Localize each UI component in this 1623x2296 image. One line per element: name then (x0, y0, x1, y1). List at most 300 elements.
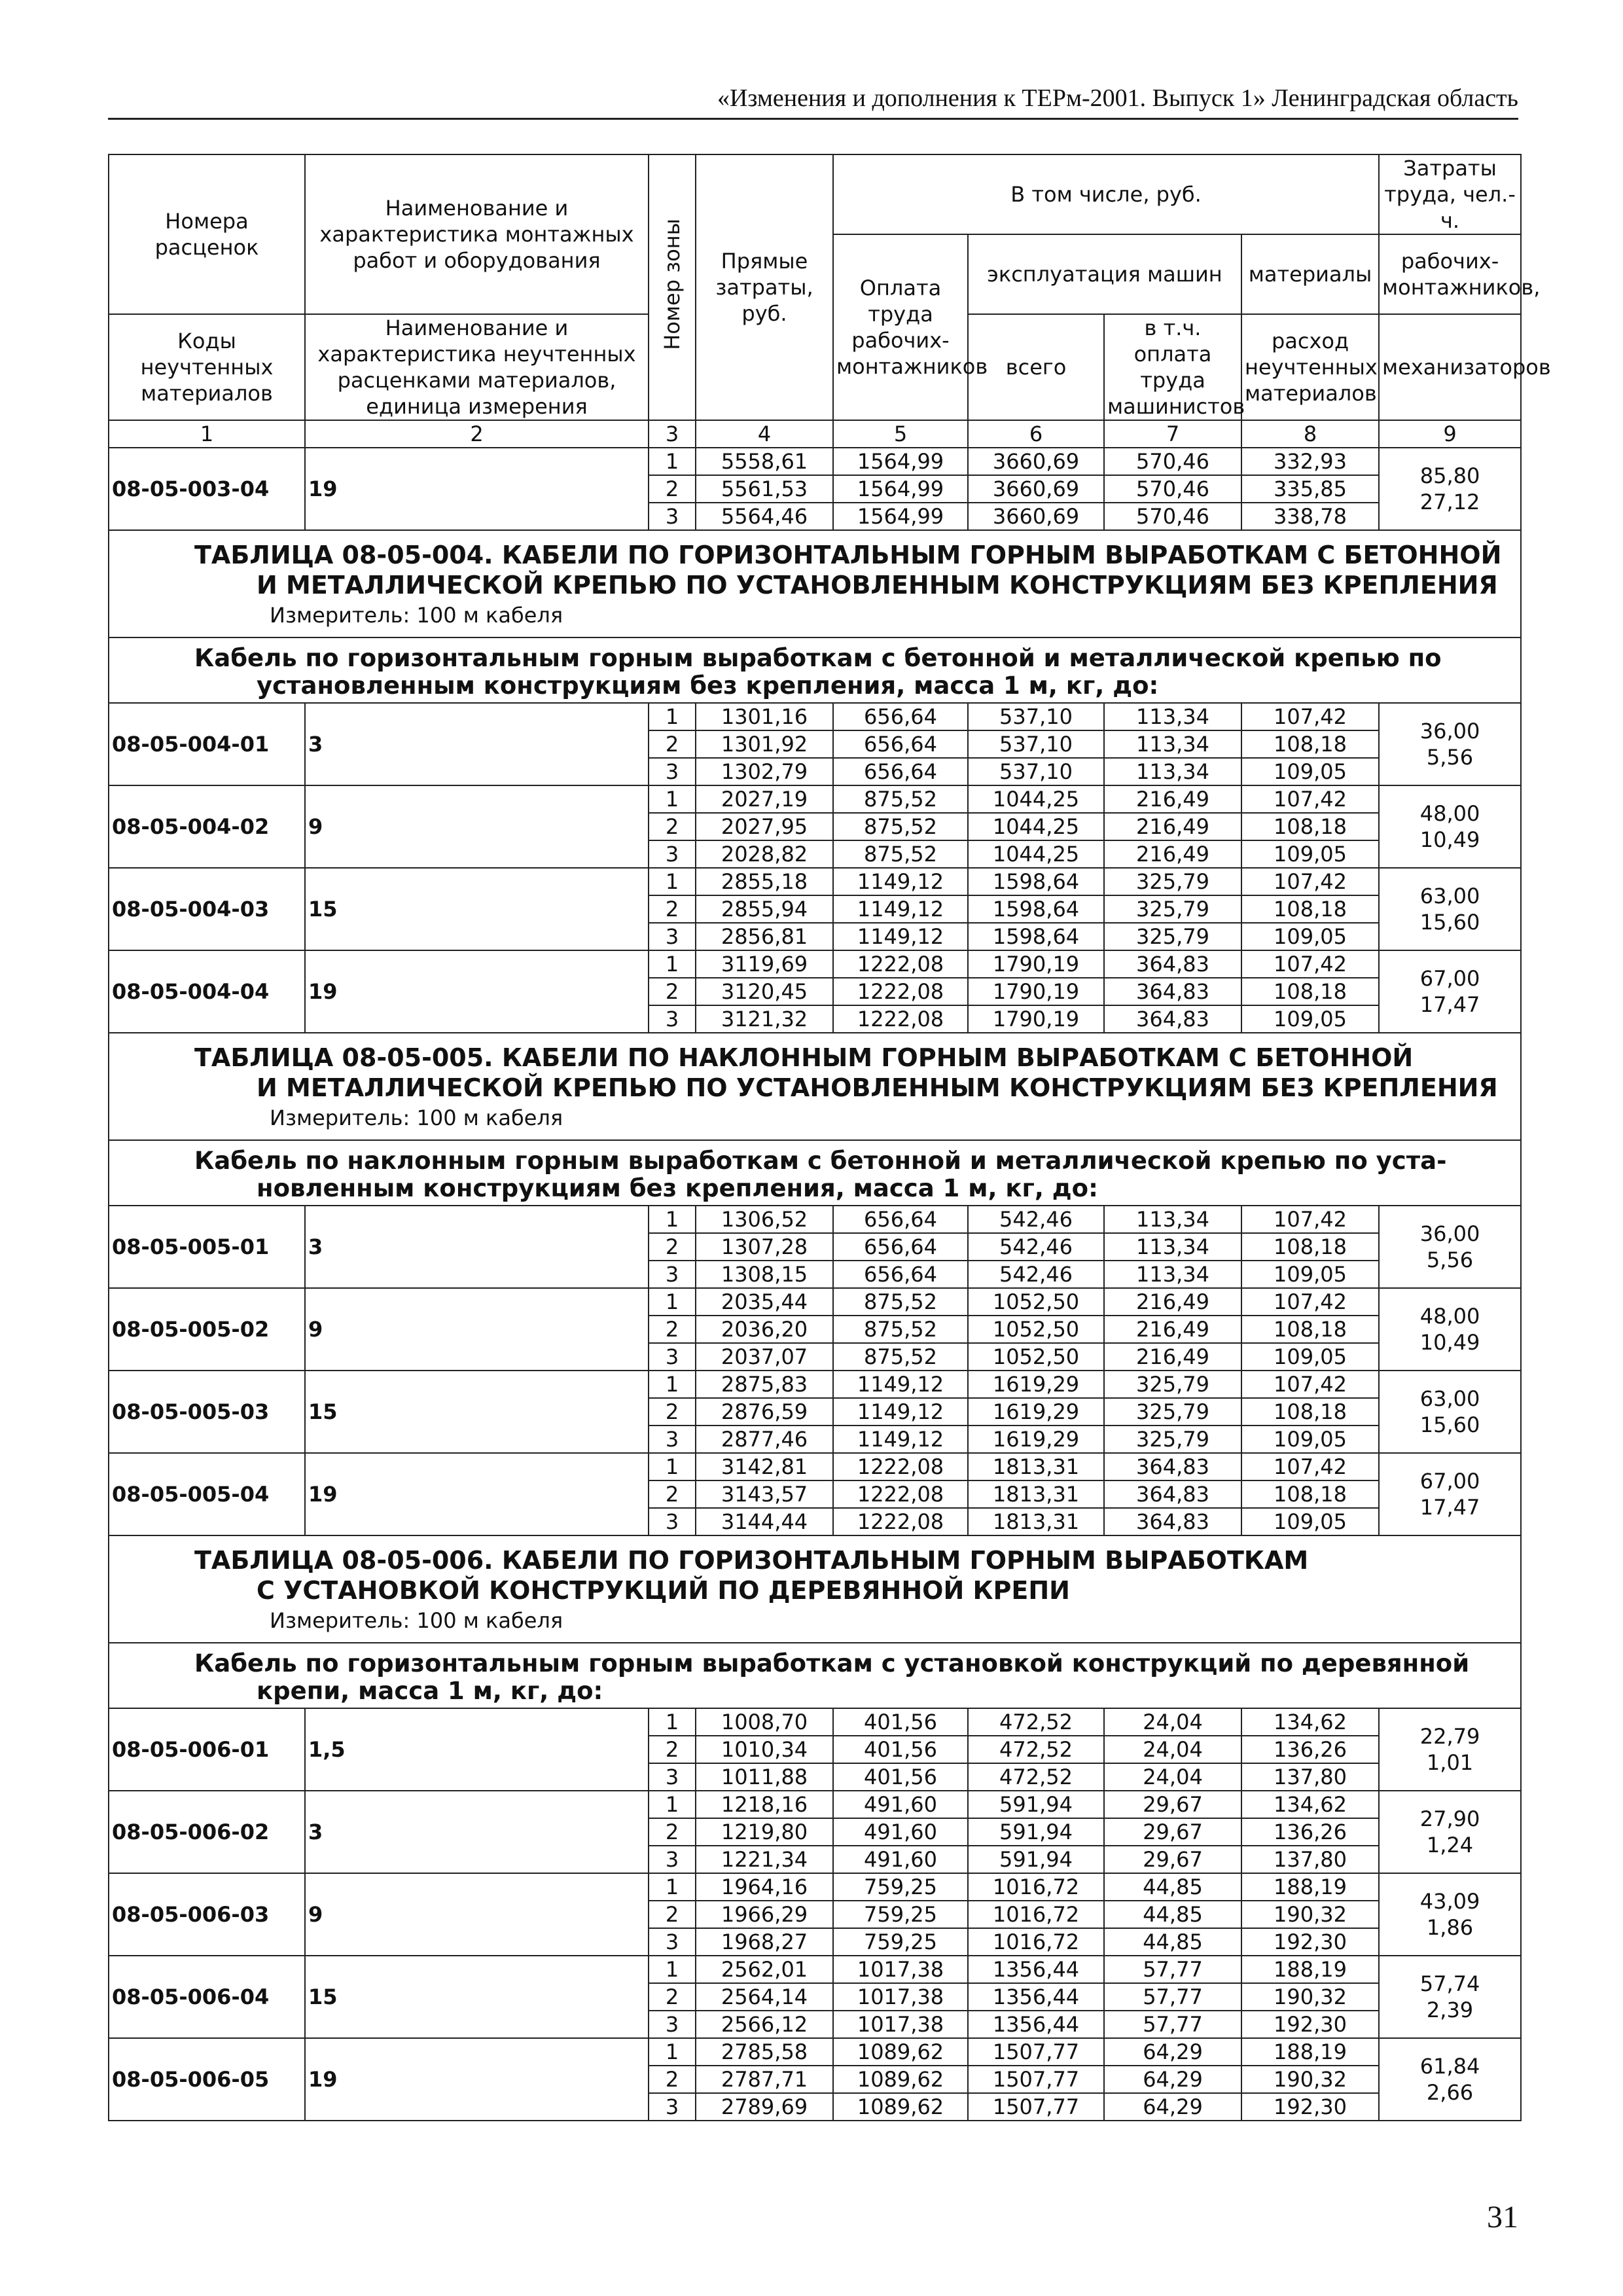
material-usage: 109,05 (1241, 1508, 1379, 1535)
wages: 1222,08 (833, 950, 968, 978)
wages: 656,64 (833, 703, 968, 730)
direct-costs: 2027,19 (696, 785, 833, 813)
zone-number: 1 (649, 950, 696, 978)
labor-costs (1379, 785, 1521, 868)
zone-number: 2 (649, 1983, 696, 2011)
direct-costs: 1968,27 (696, 1928, 833, 1956)
material-usage: 107,42 (1241, 1453, 1379, 1480)
table-row (109, 448, 1521, 475)
col-material-usage: расход неучтенных материалов (1241, 314, 1379, 420)
labor-machinists-value: 15,60 (1419, 1412, 1480, 1437)
rate-code: 08-05-004-01 (109, 703, 305, 785)
machinist-wages: 24,04 (1104, 1708, 1241, 1736)
material-usage: 107,42 (1241, 1371, 1379, 1398)
zone-number: 1 (649, 448, 696, 475)
machines-total: 1790,19 (968, 978, 1104, 1005)
col-machines-total: всего (968, 314, 1104, 420)
machinist-wages: 364,83 (1104, 1508, 1241, 1535)
wages: 1149,12 (833, 868, 968, 895)
machines-total: 537,10 (968, 703, 1104, 730)
machinist-wages: 325,79 (1104, 895, 1241, 923)
table-row (109, 1206, 1521, 1233)
labor-machinists-value: 10,49 (1419, 1330, 1480, 1355)
labor-workers-value: 61,84 (1419, 2054, 1480, 2079)
material-usage: 109,05 (1241, 1261, 1379, 1288)
rate-spec: 15 (305, 1956, 649, 2038)
rate-spec: 1,5 (305, 1708, 649, 1791)
material-usage: 190,32 (1241, 1901, 1379, 1928)
column-number: 4 (696, 420, 833, 448)
zone-number: 3 (649, 840, 696, 868)
machinist-wages: 113,34 (1104, 1206, 1241, 1233)
machinist-wages: 364,83 (1104, 978, 1241, 1005)
machines-total: 1507,77 (968, 2066, 1104, 2093)
direct-costs: 1306,52 (696, 1206, 833, 1233)
zone-number: 3 (649, 1005, 696, 1033)
machinist-wages: 113,34 (1104, 703, 1241, 730)
rate-code: 08-05-005-03 (109, 1371, 305, 1453)
wages: 1017,38 (833, 1956, 968, 1983)
direct-costs: 1966,29 (696, 1901, 833, 1928)
labor-machinists-value: 1,01 (1426, 1750, 1474, 1775)
machines-total: 1507,77 (968, 2038, 1104, 2066)
col-direct-costs: Прямые затраты, руб. (696, 154, 833, 420)
labor-workers-value: 67,00 (1419, 1469, 1480, 1494)
rates-table (108, 154, 1551, 2121)
wages: 759,25 (833, 1873, 968, 1901)
col-rate-numbers: Номера расценок (109, 154, 305, 314)
material-usage: 192,30 (1241, 1928, 1379, 1956)
machinist-wages: 570,46 (1104, 475, 1241, 503)
section-measure: Измеритель: 100 м кабеля (270, 603, 563, 628)
machines-total: 1356,44 (968, 2011, 1104, 2038)
zone-number: 3 (649, 2093, 696, 2121)
wages: 1222,08 (833, 1005, 968, 1033)
direct-costs: 2789,69 (696, 2093, 833, 2121)
material-usage: 107,42 (1241, 868, 1379, 895)
direct-costs: 2564,14 (696, 1983, 833, 2011)
direct-costs: 1301,92 (696, 730, 833, 758)
machinist-wages: 24,04 (1104, 1763, 1241, 1791)
table-row (109, 1791, 1521, 1818)
direct-costs: 2856,81 (696, 923, 833, 950)
section-subtitle-line1: Кабель по наклонным горным выработкам с бетонной и металлической крепью по уста- (194, 1147, 1447, 1175)
machines-total: 1016,72 (968, 1873, 1104, 1901)
col-wages: Оплата труда рабочих-монтажников (833, 234, 968, 420)
machinist-wages: 570,46 (1104, 448, 1241, 475)
column-numbers-row (109, 420, 1521, 448)
direct-costs: 2855,94 (696, 895, 833, 923)
zone-number: 3 (649, 1508, 696, 1535)
section-title-row (109, 1535, 1521, 1643)
zone-number: 2 (649, 1398, 696, 1426)
direct-costs: 2876,59 (696, 1398, 833, 1426)
material-usage: 107,42 (1241, 1206, 1379, 1233)
machines-total: 3660,69 (968, 503, 1104, 530)
labor-machinists-value: 5,56 (1426, 745, 1474, 770)
column-number: 3 (649, 420, 696, 448)
section-subtitle-line1: Кабель по горизонтальным горным выработкам с бетонной и металлической крепью по (194, 644, 1442, 672)
direct-costs: 1307,28 (696, 1233, 833, 1261)
section-title (109, 1033, 1521, 1140)
zone-number: 2 (649, 2066, 696, 2093)
table-row (109, 868, 1521, 895)
rate-code: 08-05-003-04 (109, 448, 305, 530)
material-usage: 192,30 (1241, 2093, 1379, 2121)
rate-code: 08-05-004-04 (109, 950, 305, 1033)
labor-costs (1379, 2038, 1521, 2121)
labor-machinists-value: 27,12 (1419, 490, 1480, 514)
direct-costs: 5561,53 (696, 475, 833, 503)
table-row (109, 1956, 1521, 1983)
machines-total: 1356,44 (968, 1956, 1104, 1983)
direct-costs: 1964,16 (696, 1873, 833, 1901)
labor-workers-value: 48,00 (1419, 1304, 1480, 1329)
col-labor-machinists: механизаторов (1379, 314, 1521, 420)
zone-number: 3 (649, 1928, 696, 1956)
rate-spec: 9 (305, 1873, 649, 1956)
section-title-line1: ТАБЛИЦА 08-05-005. КАБЕЛИ ПО НАКЛОННЫМ ГОРНЫМ ВЫРАБОТКАМ С БЕТОННОЙ (194, 1043, 1414, 1072)
machines-total: 1813,31 (968, 1480, 1104, 1508)
direct-costs: 1218,16 (696, 1791, 833, 1818)
labor-costs (1379, 1873, 1521, 1956)
zone-number: 2 (649, 1316, 696, 1343)
table-row (109, 703, 1521, 730)
wages: 656,64 (833, 758, 968, 785)
section-title-line2: И МЕТАЛЛИЧЕСКОЙ КРЕПЬЮ ПО УСТАНОВЛЕННЫМ КОНСТРУКЦИЯМ БЕЗ КРЕПЛЕНИЯ (257, 571, 1498, 600)
material-usage: 108,18 (1241, 1233, 1379, 1261)
direct-costs: 3142,81 (696, 1453, 833, 1480)
zone-number: 3 (649, 1763, 696, 1791)
machines-total: 591,94 (968, 1846, 1104, 1873)
zone-number: 1 (649, 868, 696, 895)
machinist-wages: 64,29 (1104, 2038, 1241, 2066)
rate-spec: 9 (305, 1288, 649, 1371)
wages: 1089,62 (833, 2093, 968, 2121)
machines-total: 3660,69 (968, 448, 1104, 475)
column-number: 5 (833, 420, 968, 448)
machinist-wages: 64,29 (1104, 2093, 1241, 2121)
zone-number-label: Номер зоны (660, 219, 685, 350)
wages: 875,52 (833, 785, 968, 813)
machinist-wages: 570,46 (1104, 503, 1241, 530)
machines-total: 537,10 (968, 758, 1104, 785)
direct-costs: 1010,34 (696, 1736, 833, 1763)
zone-number: 1 (649, 1791, 696, 1818)
zone-number: 3 (649, 1426, 696, 1453)
col-zone-number (649, 154, 696, 420)
material-usage: 188,19 (1241, 1873, 1379, 1901)
machinist-wages: 325,79 (1104, 868, 1241, 895)
section-title-line1: ТАБЛИЦА 08-05-004. КАБЕЛИ ПО ГОРИЗОНТАЛЬНЫМ ГОРНЫМ ВЫРАБОТКАМ С БЕТОННОЙ (194, 541, 1502, 569)
machinist-wages: 325,79 (1104, 1371, 1241, 1398)
labor-workers-value: 63,00 (1419, 1386, 1480, 1411)
machinist-wages: 57,77 (1104, 1956, 1241, 1983)
machines-total: 1507,77 (968, 2093, 1104, 2121)
rate-code: 08-05-005-01 (109, 1206, 305, 1288)
wages: 1564,99 (833, 503, 968, 530)
material-usage: 136,26 (1241, 1818, 1379, 1846)
running-header: «Изменения и дополнения к ТЕРм-2001. Выпуск 1» Ленинградская область (108, 84, 1518, 120)
machines-total: 472,52 (968, 1736, 1104, 1763)
labor-costs (1379, 1956, 1521, 2038)
wages: 656,64 (833, 730, 968, 758)
machinist-wages: 216,49 (1104, 813, 1241, 840)
material-usage: 108,18 (1241, 978, 1379, 1005)
column-number: 6 (968, 420, 1104, 448)
machinist-wages: 216,49 (1104, 785, 1241, 813)
table-row (109, 1371, 1521, 1398)
wages: 1149,12 (833, 1426, 968, 1453)
rates-table-body (109, 448, 1521, 2121)
machinist-wages: 44,85 (1104, 1873, 1241, 1901)
material-usage: 332,93 (1241, 448, 1379, 475)
table-row (109, 1288, 1521, 1316)
section-title (109, 530, 1521, 637)
machines-total: 1598,64 (968, 895, 1104, 923)
table-row (109, 1873, 1521, 1901)
rate-spec: 15 (305, 868, 649, 950)
machinist-wages: 29,67 (1104, 1818, 1241, 1846)
page-number: 31 (1487, 2200, 1518, 2234)
labor-machinists-value: 17,47 (1419, 992, 1480, 1017)
direct-costs: 3120,45 (696, 978, 833, 1005)
direct-costs: 3119,69 (696, 950, 833, 978)
zone-number: 2 (649, 1233, 696, 1261)
material-usage: 109,05 (1241, 1005, 1379, 1033)
table-row (109, 785, 1521, 813)
material-usage: 109,05 (1241, 923, 1379, 950)
rate-spec: 3 (305, 1791, 649, 1873)
labor-machinists-value: 15,60 (1419, 910, 1480, 935)
machinist-wages: 364,83 (1104, 1453, 1241, 1480)
wages: 401,56 (833, 1763, 968, 1791)
material-usage: 134,62 (1241, 1791, 1379, 1818)
machinist-wages: 216,49 (1104, 1343, 1241, 1371)
direct-costs: 1301,16 (696, 703, 833, 730)
rate-spec: 19 (305, 448, 649, 530)
machines-total: 1016,72 (968, 1928, 1104, 1956)
rate-code: 08-05-006-01 (109, 1708, 305, 1791)
table-row (109, 2038, 1521, 2066)
section-subtitle-line2: новленным конструкциям без крепления, масса 1 м, кг, до: (257, 1174, 1098, 1202)
labor-costs (1379, 950, 1521, 1033)
direct-costs: 3144,44 (696, 1508, 833, 1535)
col-material-codes: Коды неучтенных материалов (109, 314, 305, 420)
rate-code: 08-05-004-03 (109, 868, 305, 950)
rate-code: 08-05-006-04 (109, 1956, 305, 2038)
zone-number: 2 (649, 978, 696, 1005)
zone-number: 3 (649, 2011, 696, 2038)
material-usage: 137,80 (1241, 1846, 1379, 1873)
machinist-wages: 364,83 (1104, 1005, 1241, 1033)
direct-costs: 2035,44 (696, 1288, 833, 1316)
direct-costs: 1221,34 (696, 1846, 833, 1873)
material-usage: 335,85 (1241, 475, 1379, 503)
machines-total: 1598,64 (968, 868, 1104, 895)
zone-number: 2 (649, 895, 696, 923)
direct-costs: 2877,46 (696, 1426, 833, 1453)
direct-costs: 2875,83 (696, 1371, 833, 1398)
direct-costs: 5558,61 (696, 448, 833, 475)
material-usage: 134,62 (1241, 1708, 1379, 1736)
col-work-name: Наименование и характеристика монтажных работ и оборудования (305, 154, 649, 314)
labor-machinists-value: 10,49 (1419, 827, 1480, 852)
rate-code: 08-05-005-02 (109, 1288, 305, 1371)
zone-number: 2 (649, 1901, 696, 1928)
table-row (109, 1453, 1521, 1480)
wages: 1017,38 (833, 1983, 968, 2011)
wages: 759,25 (833, 1928, 968, 1956)
zone-number: 1 (649, 703, 696, 730)
rate-spec: 3 (305, 703, 649, 785)
rate-code: 08-05-006-03 (109, 1873, 305, 1956)
material-usage: 109,05 (1241, 1426, 1379, 1453)
machines-total: 1790,19 (968, 1005, 1104, 1033)
section-title-line2: И МЕТАЛЛИЧЕСКОЙ КРЕПЬЮ ПО УСТАНОВЛЕННЫМ КОНСТРУКЦИЯМ БЕЗ КРЕПЛЕНИЯ (257, 1073, 1498, 1102)
machines-total: 1813,31 (968, 1453, 1104, 1480)
material-usage: 109,05 (1241, 840, 1379, 868)
machines-total: 591,94 (968, 1791, 1104, 1818)
wages: 491,60 (833, 1846, 968, 1873)
labor-workers-value: 63,00 (1419, 884, 1480, 908)
section-measure: Измеритель: 100 м кабеля (270, 1608, 563, 1633)
labor-machinists-value: 17,47 (1419, 1495, 1480, 1520)
labor-machinists-value: 5,56 (1426, 1247, 1474, 1272)
machinist-wages: 216,49 (1104, 840, 1241, 868)
rate-spec: 3 (305, 1206, 649, 1288)
labor-workers-value: 48,00 (1419, 801, 1480, 826)
section-subtitle (109, 1643, 1521, 1708)
wages: 1089,62 (833, 2066, 968, 2093)
zone-number: 1 (649, 2038, 696, 2066)
wages: 656,64 (833, 1206, 968, 1233)
table-row (109, 950, 1521, 978)
section-subtitle-row (109, 1140, 1521, 1206)
material-usage: 107,42 (1241, 950, 1379, 978)
machinist-wages: 24,04 (1104, 1736, 1241, 1763)
machinist-wages: 57,77 (1104, 1983, 1241, 2011)
zone-number: 2 (649, 1736, 696, 1763)
section-title-line1: ТАБЛИЦА 08-05-006. КАБЕЛИ ПО ГОРИЗОНТАЛЬНЫМ ГОРНЫМ ВЫРАБОТКАМ (194, 1546, 1309, 1575)
machinist-wages: 364,83 (1104, 950, 1241, 978)
section-title-line2: С УСТАНОВКОЙ КОНСТРУКЦИЙ ПО ДЕРЕВЯННОЙ КРЕПИ (257, 1576, 1070, 1605)
labor-costs (1379, 448, 1521, 530)
labor-workers-value: 36,00 (1419, 1221, 1480, 1246)
wages: 1149,12 (833, 895, 968, 923)
table-row (109, 1708, 1521, 1736)
labor-costs (1379, 1371, 1521, 1453)
direct-costs: 3143,57 (696, 1480, 833, 1508)
wages: 1017,38 (833, 2011, 968, 2038)
zone-number: 1 (649, 1206, 696, 1233)
zone-number: 2 (649, 813, 696, 840)
machinist-wages: 325,79 (1104, 1398, 1241, 1426)
zone-number: 3 (649, 1261, 696, 1288)
direct-costs: 2787,71 (696, 2066, 833, 2093)
machines-total: 1619,29 (968, 1371, 1104, 1398)
section-title-row (109, 530, 1521, 637)
wages: 1222,08 (833, 1508, 968, 1535)
labor-costs (1379, 1288, 1521, 1371)
material-usage: 190,32 (1241, 1983, 1379, 2011)
col-materials: материалы (1241, 234, 1379, 314)
material-usage: 107,42 (1241, 703, 1379, 730)
zone-number: 1 (649, 1873, 696, 1901)
labor-machinists-value: 1,24 (1426, 1833, 1474, 1857)
wages: 1149,12 (833, 923, 968, 950)
wages: 875,52 (833, 1316, 968, 1343)
material-usage: 188,19 (1241, 1956, 1379, 1983)
direct-costs: 1308,15 (696, 1261, 833, 1288)
direct-costs: 2855,18 (696, 868, 833, 895)
section-title-row (109, 1033, 1521, 1140)
col-machine-operation: эксплуатация машин (968, 234, 1241, 314)
wages: 1564,99 (833, 475, 968, 503)
zone-number: 1 (649, 785, 696, 813)
machines-total: 1044,25 (968, 785, 1104, 813)
labor-costs (1379, 868, 1521, 950)
col-material-name: Наименование и характеристика неучтенных расценками материалов, единица измерения (305, 314, 649, 420)
material-usage: 107,42 (1241, 1288, 1379, 1316)
section-subtitle (109, 637, 1521, 703)
machines-total: 542,46 (968, 1233, 1104, 1261)
machines-total: 1619,29 (968, 1398, 1104, 1426)
rate-code: 08-05-005-04 (109, 1453, 305, 1535)
zone-number: 1 (649, 1288, 696, 1316)
direct-costs: 5564,46 (696, 503, 833, 530)
col-including: В том числе, руб. (833, 154, 1379, 234)
machines-total: 542,46 (968, 1206, 1104, 1233)
labor-workers-value: 36,00 (1419, 719, 1480, 744)
wages: 1149,12 (833, 1371, 968, 1398)
wages: 1222,08 (833, 1453, 968, 1480)
section-subtitle-row (109, 1643, 1521, 1708)
direct-costs: 1219,80 (696, 1818, 833, 1846)
section-subtitle-line2: установленным конструкциям без крепления, масса 1 м, кг, до: (257, 672, 1159, 700)
rate-code: 08-05-006-05 (109, 2038, 305, 2121)
labor-workers-value: 27,90 (1419, 1806, 1480, 1831)
machines-total: 1813,31 (968, 1508, 1104, 1535)
machines-total: 537,10 (968, 730, 1104, 758)
section-subtitle-line1: Кабель по горизонтальным горным выработкам с установкой конструкций по деревянной (194, 1649, 1470, 1677)
direct-costs: 2785,58 (696, 2038, 833, 2066)
labor-machinists-value: 2,39 (1426, 1998, 1474, 2022)
zone-number: 3 (649, 503, 696, 530)
material-usage: 188,19 (1241, 2038, 1379, 2066)
rate-spec: 9 (305, 785, 649, 868)
col-labor-workers: рабочих-монтажников, (1379, 234, 1521, 314)
material-usage: 108,18 (1241, 730, 1379, 758)
zone-number: 1 (649, 1371, 696, 1398)
rate-code: 08-05-004-02 (109, 785, 305, 868)
material-usage: 192,30 (1241, 2011, 1379, 2038)
labor-workers-value: 67,00 (1419, 966, 1480, 991)
zone-number: 2 (649, 1818, 696, 1846)
machines-total: 1598,64 (968, 923, 1104, 950)
machinist-wages: 29,67 (1104, 1791, 1241, 1818)
material-usage: 108,18 (1241, 1398, 1379, 1426)
material-usage: 108,18 (1241, 895, 1379, 923)
wages: 491,60 (833, 1818, 968, 1846)
zone-number: 1 (649, 1453, 696, 1480)
material-usage: 107,42 (1241, 785, 1379, 813)
wages: 491,60 (833, 1791, 968, 1818)
machinist-wages: 113,34 (1104, 1261, 1241, 1288)
labor-workers-value: 85,80 (1419, 463, 1480, 488)
machinist-wages: 364,83 (1104, 1480, 1241, 1508)
material-usage: 136,26 (1241, 1736, 1379, 1763)
